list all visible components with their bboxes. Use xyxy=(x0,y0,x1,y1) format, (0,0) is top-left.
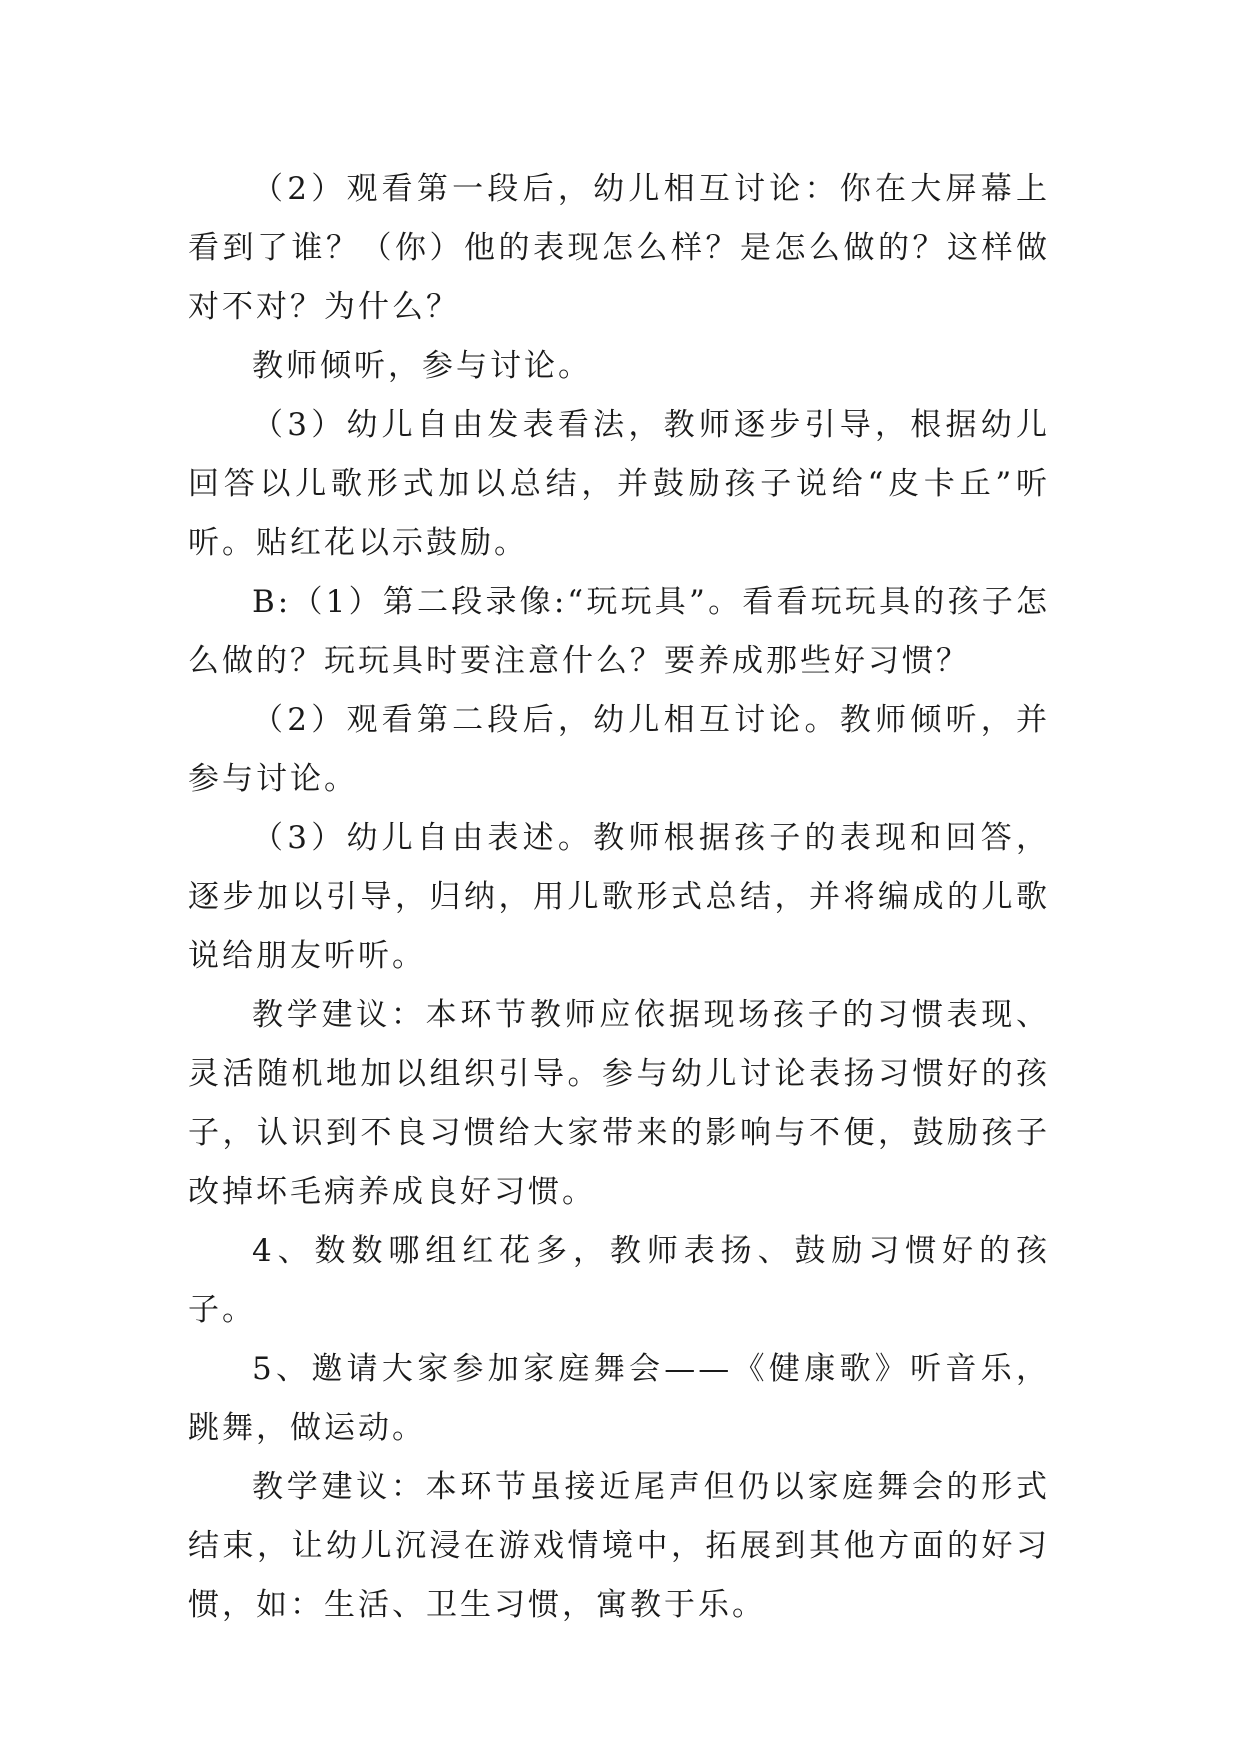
paragraph-count-red-flowers: 4、数数哪组红花多，教师表扬、鼓励习惯好的孩子。 xyxy=(188,1233,1050,1328)
paragraph-family-dance: 5、邀请大家参加家庭舞会——《健康歌》听音乐，跳舞，做运动。 xyxy=(188,1351,1050,1446)
paragraph-teacher-listens: 教师倾听，参与讨论。 xyxy=(252,348,592,384)
paragraph-teaching-suggestion-1: 教学建议：本环节教师应依据现场孩子的习惯表现、灵活随机地加以组织引导。参与幼儿讨论表扬习惯好的孩子，认识到不良习惯给大家带来的影响与不便，鼓励孩子改掉坏毛病养成良好习惯。 xyxy=(188,997,1050,1210)
paragraph-observe-second-segment: （2）观看第二段后，幼儿相互讨论。教师倾听，并参与讨论。 xyxy=(188,702,1050,797)
paragraph-free-expression: （3）幼儿自由发表看法，教师逐步引导，根据幼儿回答以儿歌形式加以总结，并鼓励孩子说给“皮卡丘”听听。贴红花以示鼓励。 xyxy=(188,407,1050,561)
paragraph-observe-first-segment: （2）观看第一段后，幼儿相互讨论：你在大屏幕上看到了谁？（你）他的表现怎么样？是怎么做的？这样做对不对？为什么？ xyxy=(188,171,1050,325)
paragraph-free-statement: （3）幼儿自由表述。教师根据孩子的表现和回答，逐步加以引导，归纳，用儿歌形式总结，并将编成的儿歌说给朋友听听。 xyxy=(188,820,1050,974)
paragraph-second-video: B:（1）第二段录像:“玩玩具”。看看玩玩具的孩子怎么做的？玩玩具时要注意什么？要养成那些好习惯？ xyxy=(188,584,1050,679)
document-body xyxy=(188,160,1050,1635)
paragraph-teaching-suggestion-2: 教学建议：本环节虽接近尾声但仍以家庭舞会的形式结束，让幼儿沉浸在游戏情境中，拓展到其他方面的好习惯，如：生活、卫生习惯，寓教于乐。 xyxy=(188,1469,1050,1623)
